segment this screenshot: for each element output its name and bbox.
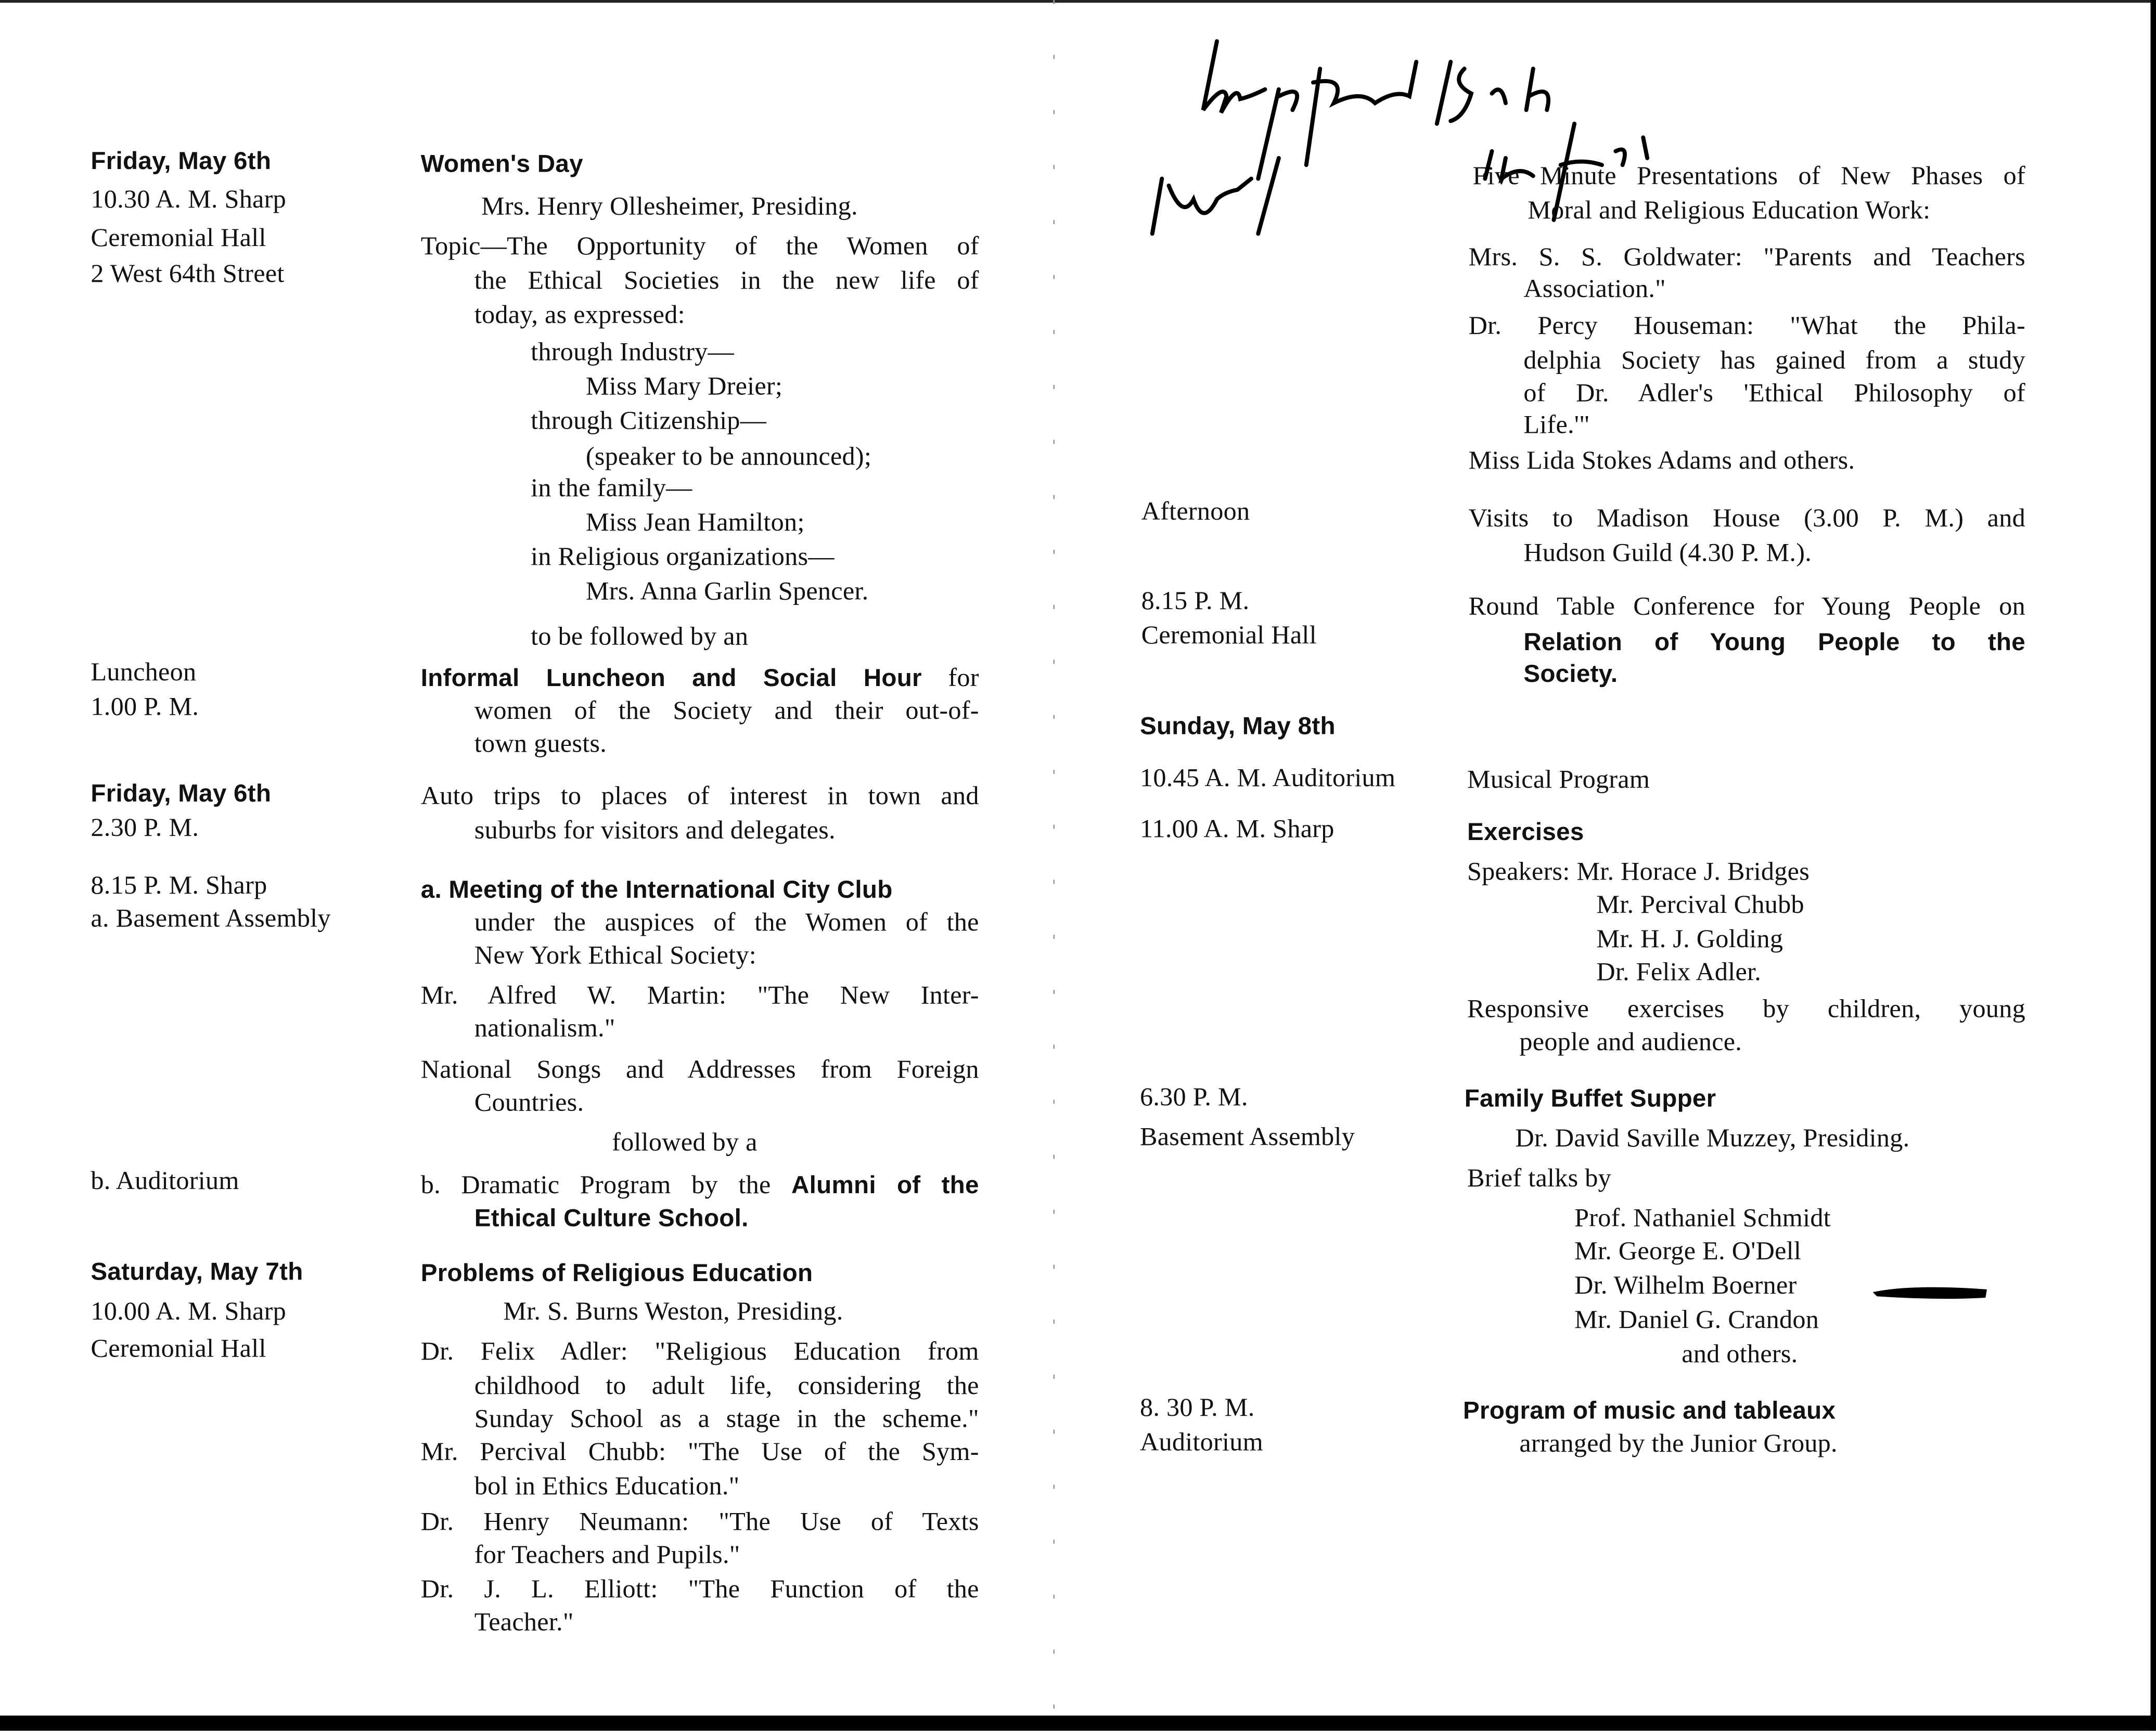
text-line: childhood to adult life, considering the [474, 1372, 979, 1401]
text-line: Dr. J. L. Elliott: "The Function of the [420, 1575, 979, 1605]
day-heading: Saturday, May 7th [91, 1258, 303, 1286]
text-line: Mrs. S. S. Goldwater: "Parents and Teachers [1468, 243, 2025, 273]
address-label: 2 West 64th Street [91, 260, 285, 289]
time-label: Afternoon [1141, 497, 1250, 527]
time-label: 8. 30 P. M. [1139, 1393, 1255, 1423]
section-heading: Family Buffet Supper [1464, 1084, 1716, 1113]
text-line: followed by a [612, 1128, 758, 1158]
text-line: Five Minute Presentations of New Phases of [1472, 162, 2025, 191]
time-label: 8.15 P. M. Sharp [91, 871, 267, 901]
speaker-line: (speaker to be announced); [585, 443, 872, 472]
text-line: under the auspices of the Women of the [474, 908, 979, 938]
text-line: Association." [1523, 275, 1666, 304]
day-heading: Friday, May 6th [91, 147, 272, 175]
text-line: for Teachers and Pupils." [474, 1541, 740, 1570]
day-heading: Friday, May 6th [91, 779, 272, 807]
section-heading: Problems of Religious Education [420, 1259, 813, 1287]
text-line: Sunday School as a stage in the scheme." [474, 1405, 979, 1434]
text-line: Hudson Guild (4.30 P. M.). [1523, 539, 1812, 568]
text-line: of Dr. Adler's 'Ethical Philosophy of [1523, 379, 2025, 408]
text-line: Brief talks by [1467, 1164, 1612, 1194]
location-label: Ceremonial Hall [91, 1335, 266, 1364]
speaker-line: Dr. Felix Adler. [1596, 958, 1762, 987]
speaker-line: Miss Mary Dreier; [585, 372, 783, 402]
time-label: 11.00 A. M. Sharp [1139, 815, 1334, 844]
text-line: delphia Society has gained from a study [1523, 346, 2025, 376]
location-label: Basement Assembly [1139, 1123, 1355, 1152]
text-line: Miss Lida Stokes Adams and others. [1468, 446, 1855, 476]
top-edge [0, 0, 2156, 3]
location-label: a. Basement Assembly [91, 905, 331, 934]
text-line: through Industry— [531, 338, 735, 367]
text-line: suburbs for visitors and delegates. [474, 816, 836, 846]
text-line: Responsive exercises by children, young [1467, 995, 2025, 1024]
text-line: Round Table Conference for Young People on [1468, 592, 2025, 622]
speaker-line: Mr. George E. O'Dell [1574, 1237, 1802, 1267]
text-line: Topic—The Opportunity of the Women of [420, 232, 979, 262]
event-label: Luncheon [91, 658, 197, 688]
text-line: Mr. Alfred W. Martin: "The New Inter- [420, 981, 979, 1011]
event-title: a. Meeting of the International City Club [420, 875, 893, 903]
time-label: 2.30 P. M. [91, 813, 199, 843]
text-line: Life.'" [1523, 411, 1590, 440]
text-line: Auto trips to places of interest in town and [420, 782, 979, 811]
text-line: town guests. [474, 730, 607, 759]
section-heading: Women's Day [420, 150, 583, 177]
speaker-line: Dr. Wilhelm Boerner [1574, 1271, 1797, 1301]
speaker-line: Prof. Nathaniel Schmidt [1574, 1204, 1831, 1233]
time-label: 6.30 P. M. [1139, 1083, 1248, 1113]
ink-mark [1870, 1278, 1994, 1311]
text-line: in the family— [531, 474, 692, 503]
time-label: 8.15 P. M. [1141, 587, 1250, 616]
time-label: 1.00 P. M. [91, 693, 199, 722]
presiding-line: Mr. S. Burns Weston, Presiding. [503, 1297, 843, 1327]
text-line: nationalism." [474, 1014, 615, 1043]
location-label: b. Auditorium [91, 1167, 239, 1196]
event-title: Alumni of the [791, 1171, 979, 1199]
text-line: and others. [1682, 1340, 1798, 1370]
section-heading: Program of music and tableaux [1463, 1397, 1836, 1425]
event-title: Relation of Young People to the [1523, 628, 2025, 656]
bottom-border [0, 1715, 2156, 1730]
text-line: arranged by the Junior Group. [1519, 1429, 1838, 1459]
time-label: 10.00 A. M. Sharp [91, 1297, 287, 1327]
location-label: Auditorium [1139, 1428, 1263, 1457]
text-line: New York Ethical Society: [474, 941, 757, 971]
speaker-line: Mr. Percival Chubb [1596, 890, 1804, 920]
presiding-line: Dr. David Saville Muzzey, Presiding. [1515, 1124, 1910, 1154]
text-line: in Religious organizations— [531, 542, 835, 572]
text-line: Speakers: Mr. Horace J. Bridges [1467, 858, 1810, 887]
text-line: through Citizenship— [531, 407, 767, 436]
presiding-line: Mrs. Henry Ollesheimer, Presiding. [481, 192, 858, 222]
event-title: Musical Program [1467, 766, 1650, 795]
event-title: Informal Luncheon and Social Hour [420, 664, 922, 692]
text-line: Mr. Percival Chubb: "The Use of the Sym- [420, 1438, 979, 1467]
text-line: Moral and Religious Education Work: [1528, 196, 1931, 226]
location-label: Ceremonial Hall [1141, 621, 1317, 651]
time-label: 10.30 A. M. Sharp [91, 185, 287, 215]
text-fragment: b. Dramatic Program by the [420, 1171, 792, 1200]
text-line: to be followed by an [531, 623, 749, 652]
text-line: National Songs and Addresses from Foreign [420, 1055, 979, 1085]
text-line: Dr. Henry Neumann: "The Use of Texts [420, 1508, 979, 1537]
time-label: 10.45 A. M. Auditorium [1139, 764, 1396, 793]
text-line: Visits to Madison House (3.00 P. M.) and [1468, 504, 2025, 534]
text-line: Teacher." [474, 1608, 574, 1637]
text-line: Dr. Felix Adler: "Religious Education from [420, 1337, 979, 1367]
text-line: today, as expressed: [474, 301, 685, 330]
speaker-line: Mr. Daniel G. Crandon [1574, 1306, 1819, 1335]
text-line: bol in Ethics Education." [474, 1472, 740, 1502]
center-fold [1053, 0, 1055, 1730]
location-label: Ceremonial Hall [91, 224, 266, 253]
text-line [421, 1168, 979, 1203]
day-heading: Sunday, May 8th [1139, 712, 1336, 740]
speaker-line: Miss Jean Hamilton; [585, 508, 805, 538]
text-line: Countries. [474, 1089, 584, 1118]
text-line: people and audience. [1519, 1028, 1742, 1057]
event-title: Society. [1523, 660, 1618, 688]
speaker-line: Mrs. Anna Garlin Spencer. [585, 577, 869, 606]
section-heading: Exercises [1467, 818, 1584, 846]
text-line: women of the Society and their out-of- [474, 696, 979, 726]
text-line: the Ethical Societies in the new life of [474, 266, 979, 296]
event-title: Ethical Culture School. [474, 1204, 749, 1232]
text-line: Dr. Percy Houseman: "What the Phila- [1468, 312, 2025, 341]
text-line [421, 661, 979, 695]
speaker-line: Mr. H. J. Golding [1596, 925, 1783, 954]
text-fragment: for [921, 664, 979, 693]
right-border [2150, 0, 2156, 1730]
